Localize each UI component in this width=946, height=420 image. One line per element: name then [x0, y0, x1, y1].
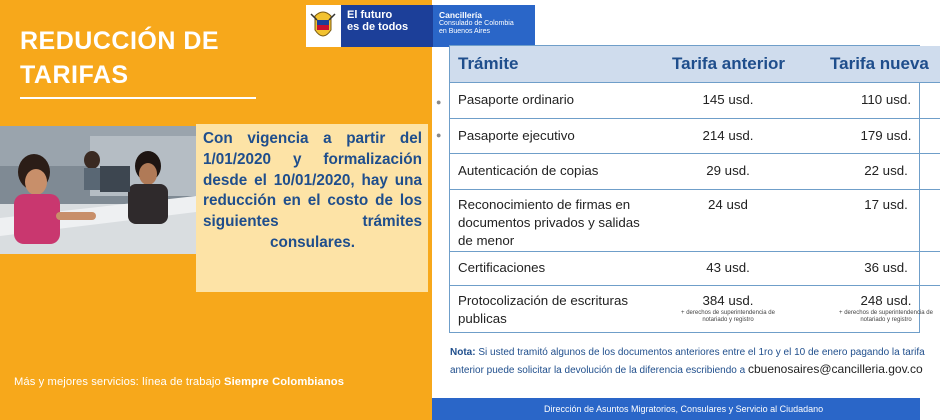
note-label: Nota:	[450, 347, 476, 358]
row-old-fee: 43 usd.	[706, 260, 750, 275]
row-new-fee: 110 usd.	[860, 92, 912, 107]
row-new-fee: 248 usd.	[860, 293, 912, 308]
table-row	[450, 154, 940, 190]
row-marker-icon: ●	[436, 97, 442, 107]
brand-line-1: El futuro	[347, 9, 393, 21]
row-marker-icon: ●	[436, 130, 442, 140]
row-name: Pasaporte ordinario	[458, 92, 575, 107]
intro-box	[196, 124, 428, 292]
slogan-prefix: Más y mejores servicios: línea de trabajo	[14, 376, 225, 388]
consulate-photo	[0, 126, 196, 254]
row-name: Autenticación de copias	[458, 163, 599, 178]
row-new-fee-cell	[826, 292, 946, 324]
note-line-1: Si usted tramitó algunos de los documentos anteriores entre el 1ro y el 10 de enero pagando la tarifa	[475, 347, 925, 358]
fee-footnote: + derechos de superintendencia de	[681, 310, 775, 316]
row-old-fee: 145 usd.	[702, 92, 754, 107]
note-line-2: anterior puede solicitar la devolución de la diferencia escribiendo a	[450, 365, 748, 376]
fees-table	[449, 45, 933, 333]
row-name: Pasaporte ejecutivo	[458, 128, 575, 143]
header-tramite: Trámite	[458, 54, 519, 73]
fee-footnote: notariado y registro	[702, 317, 754, 323]
org-line-1: Cancillería	[439, 10, 482, 20]
title-line-2: TARIFAS	[20, 61, 129, 89]
table-row	[450, 119, 940, 154]
slogan	[14, 376, 344, 388]
org-logo	[433, 5, 535, 47]
row-new-fee: 36 usd.	[864, 260, 908, 275]
intro-text: Con vigencia a partir del 1/01/2020 y formalización desde el 10/01/2020, hay una reducción en el costo de los siguientes trámites consulares.	[203, 130, 422, 251]
footer-text: Dirección de Asuntos Migratorios, Consulares y Servicio al Ciudadano	[544, 404, 824, 414]
table-row	[450, 286, 940, 334]
slogan-bold: Siempre Colombianos	[224, 376, 345, 388]
org-line-2: Consulado de Colombia	[439, 20, 514, 27]
page-title	[20, 24, 320, 92]
table-row	[450, 252, 940, 286]
fee-footnote: notariado y registro	[860, 317, 912, 323]
table-row	[450, 83, 940, 119]
table-header	[450, 46, 940, 83]
row-new-fee: 22 usd.	[864, 163, 908, 178]
row-name: Certificaciones	[458, 260, 546, 275]
row-old-fee-cell	[668, 292, 788, 324]
contact-email-link[interactable]: cbuenosaires@cancilleria.gov.co	[747, 362, 923, 376]
table-row	[450, 190, 940, 252]
refund-note	[450, 345, 925, 379]
brand-logo	[341, 5, 433, 47]
row-old-fee: 29 usd.	[706, 163, 750, 178]
row-old-fee: 24 usd	[708, 197, 748, 212]
fee-footnote: + derechos de superintendencia de	[839, 310, 933, 316]
title-line-1: REDUCCIÓN DE	[20, 27, 220, 55]
row-old-fee: 214 usd.	[702, 128, 754, 143]
header-tarifa-nueva: Tarifa nueva	[830, 54, 929, 73]
org-line-3: en Buenos Aires	[439, 28, 490, 35]
colombia-coat-of-arms-icon	[309, 8, 337, 44]
row-name: Reconocimiento de firmas en documentos privados y salidas de menor	[458, 197, 640, 248]
row-new-fee: 179 usd.	[860, 128, 912, 143]
brand-line-2: es de todos	[347, 21, 409, 33]
row-name: Protocolización de escrituras publicas	[458, 293, 628, 326]
header-tarifa-anterior: Tarifa anterior	[672, 54, 786, 73]
row-new-fee: 17 usd.	[864, 197, 908, 212]
row-old-fee: 384 usd.	[702, 293, 754, 308]
title-underline	[20, 97, 256, 99]
